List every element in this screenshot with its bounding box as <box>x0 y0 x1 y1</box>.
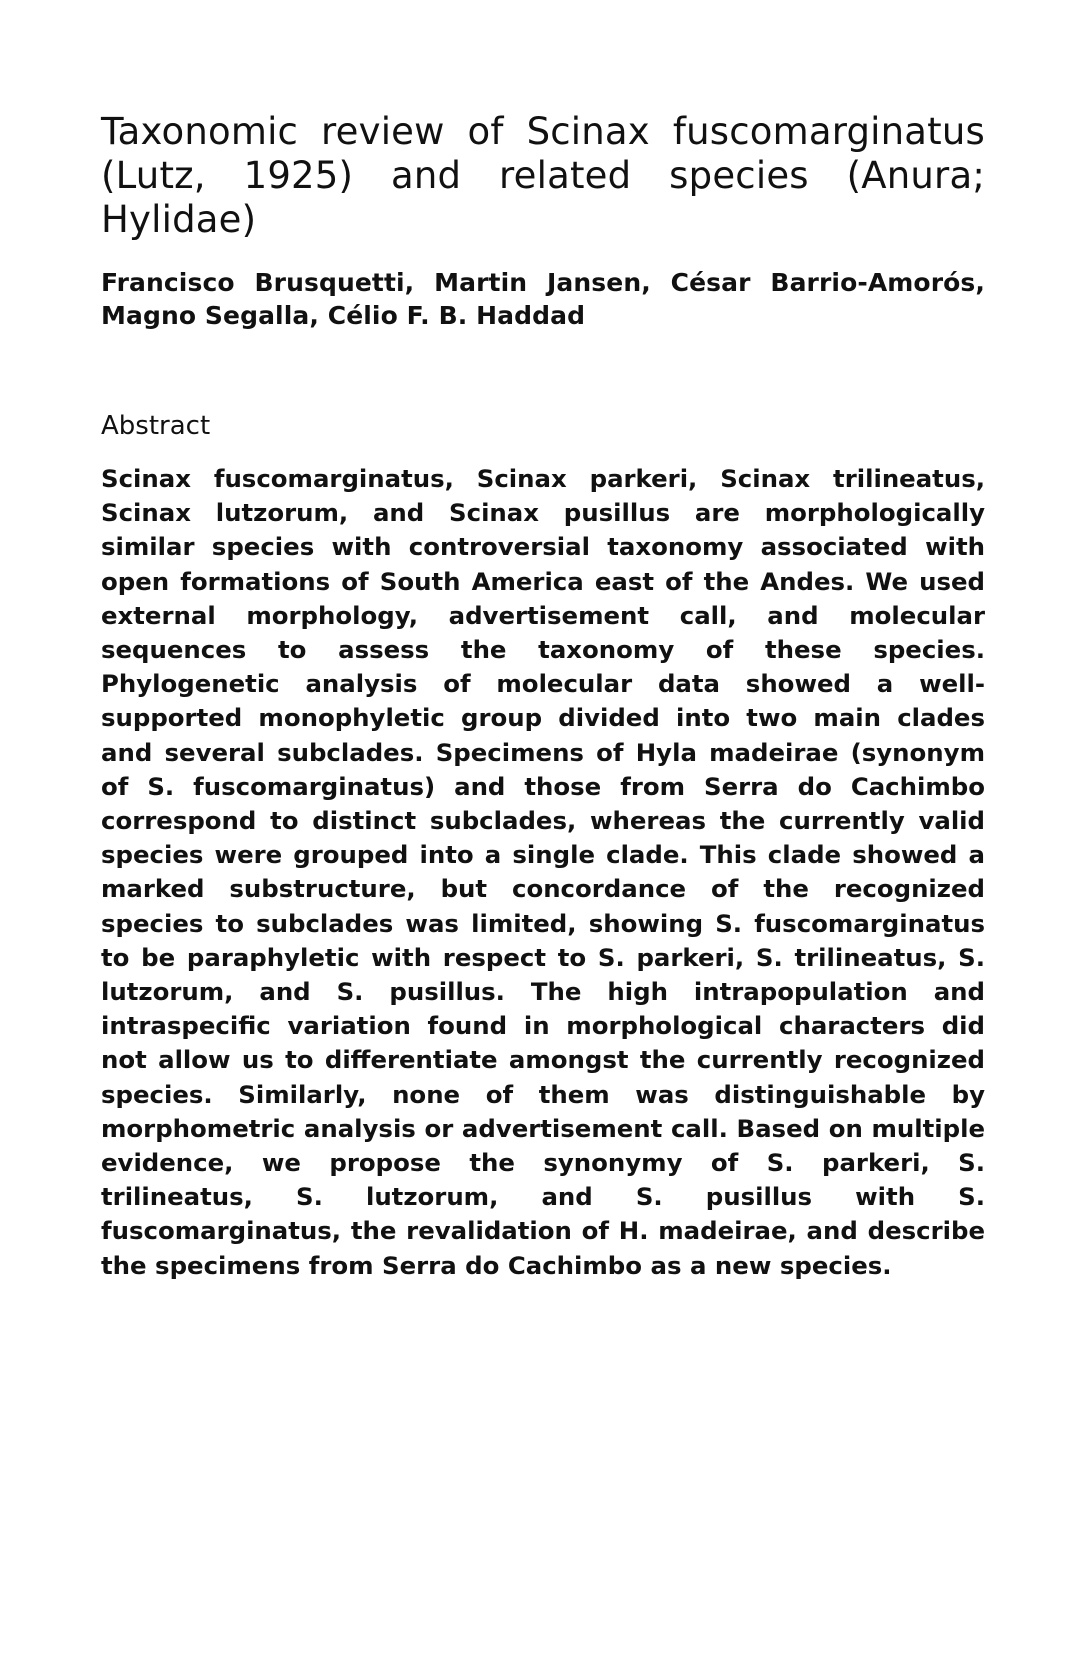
author-list: Francisco Brusquetti, Martin Jansen, César Barrio-Amorós, Magno Segalla, Célio F. B. Haddad <box>101 268 985 330</box>
abstract-heading: Abstract <box>101 411 211 441</box>
paper-title: Taxonomic review of Scinax fuscomarginatus (Lutz, 1925) and related species (Anura; Hylidae) <box>101 110 985 241</box>
paper-page <box>101 110 985 1283</box>
abstract-text: Scinax fuscomarginatus, Scinax parkeri, Scinax trilineatus, Scinax lutzorum, and Scinax pusillus are morphologically similar species with controversial taxonomy associated with open formations of South America east of the Andes. We used external morphology, advertisement call, and molecular sequences to assess the taxonomy of these species. Phylogenetic analysis of molecular data showed a well-supported monophyletic group divided into two main clades and several subclades. Specimens of Hyla madeirae (synonym of S. fuscomarginatus) and those from Serra do Cachimbo correspond to distinct subclades, whereas the currently valid species were grouped into a single clade. This clade showed a marked substructure, but concordance of the recognized species to subclades was limited, showing S. fuscomarginatus to be paraphyletic with respect to S. parkeri, S. trilineatus, S. lutzorum, and S. pusillus. The high intrapopulation and intraspecific variation found in morphological characters did not allow us to differentiate amongst the currently recognized species. Similarly, none of them was distinguishable by morphometric analysis or advertisement call. Based on multiple evidence, we propose the synonymy of S. parkeri, S. trilineatus, S. lutzorum, and S. pusillus with S. fuscomarginatus, the revalidation of H. madeirae, and describe the specimens from Serra do Cachimbo as a new species. <box>101 464 985 1280</box>
